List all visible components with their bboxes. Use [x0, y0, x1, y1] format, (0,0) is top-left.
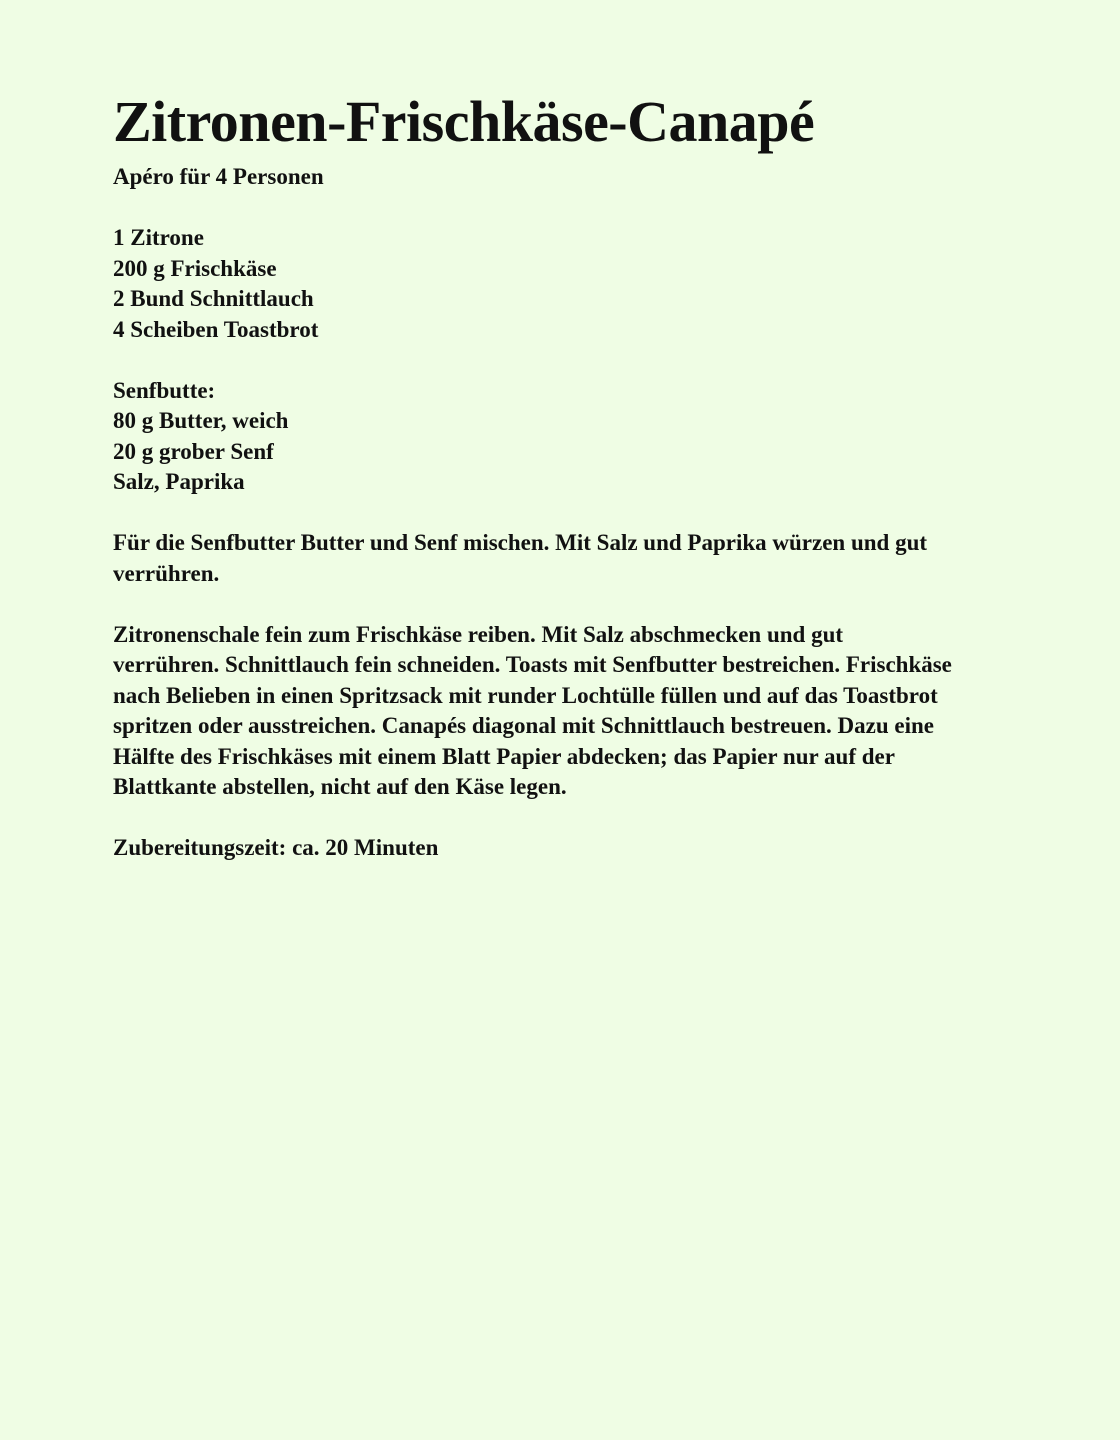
ingredient-item: 1 Zitrone	[113, 225, 204, 250]
step-paragraph: Zitronenschale fein zum Frischkäse reiben. Mit Salz abschmecken und gut verrühren. Schnittlauch fein schneiden. Toasts mit Senfbutter bestreichen. Frischkäse nach Belieben in einen Spritzsack mit runder Lochtülle füllen und auf das Toastbrot spritzen oder ausstreichen. Canapés diagonal mit Schnittlauch bestreuen. Dazu eine Hälfte des Frischkäses mit einem Blatt Papier abdecken; das Papier nur auf der Blattkante abstellen, nicht auf den Käse legen.	[113, 621, 952, 799]
recipe-title: Zitronen-Frischkäse-Canapé	[113, 89, 815, 154]
recipe-servings: Apéro für 4 Personen	[113, 164, 324, 189]
prep-time: Zubereitungszeit: ca. 20 Minuten	[113, 835, 439, 860]
ingredient-item: 4 Scheiben Toastbrot	[113, 316, 319, 342]
ingredient-item: 200 g Frischkäse	[113, 255, 277, 281]
ingredient-item: 2 Bund Schnittlauch	[113, 286, 314, 311]
step-paragraph: Für die Senfbutter Butter und Senf mischen. Mit Salz und Paprika würzen und gut verrühren.	[113, 530, 928, 586]
senfbutter-item: 80 g Butter, weich	[113, 408, 289, 433]
ingredients-list	[113, 223, 953, 345]
senfbutter-list	[113, 376, 953, 498]
senfbutter-item: 20 g grober Senf	[113, 438, 274, 464]
senfbutter-item: Salz, Paprika	[113, 469, 245, 494]
senfbutter-heading: Senfbutte:	[113, 377, 216, 403]
